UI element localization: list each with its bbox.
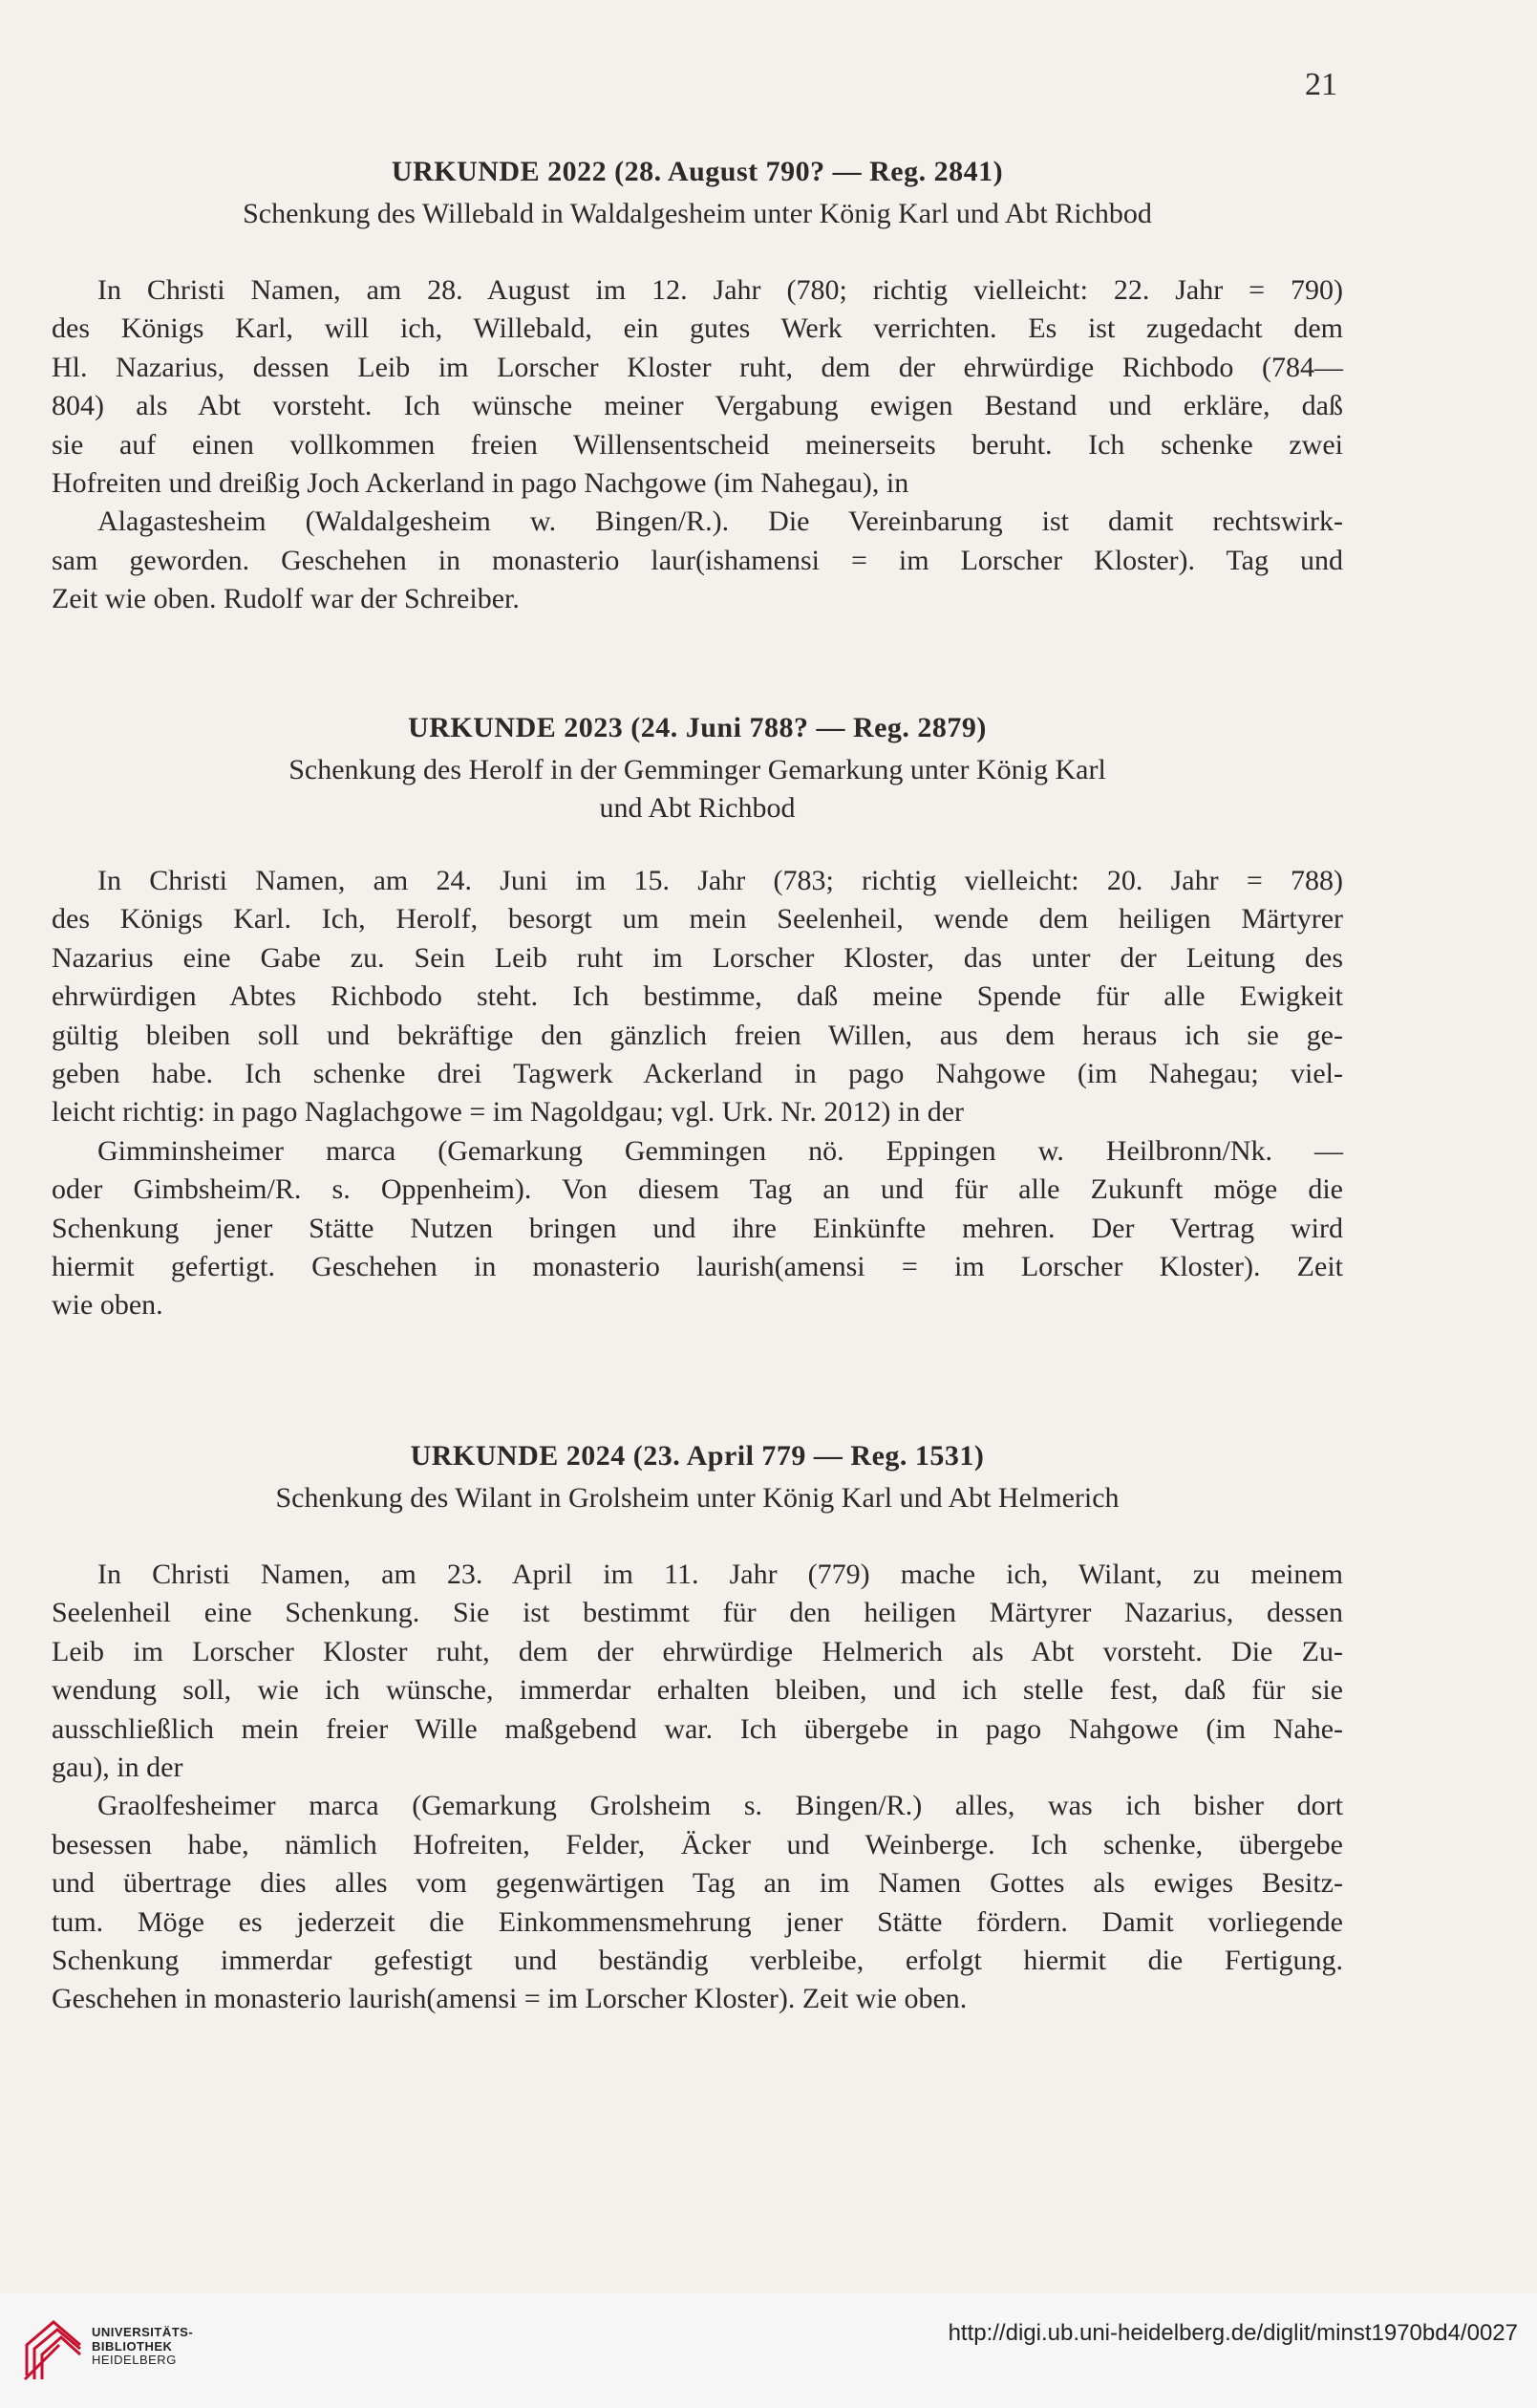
text-line: geben habe. Ich schenke drei Tagwerk Ackerland in pago Nahgowe (im Nahegau; viel- — [52, 1058, 1343, 1090]
text-line: Schenkung immerdar gefestigt und beständig verbleibe, erfolgt hiermit die Fertigung. — [52, 1945, 1343, 1977]
urkunde-title: URKUNDE 2022 (28. August 790? — Reg. 2841) — [391, 156, 1004, 187]
library-logo-icon — [21, 2316, 86, 2383]
text-line: des Königs Karl, will ich, Willebald, ein gutes Werk verrichten. Es ist zugedacht dem — [52, 312, 1343, 345]
paragraph — [52, 271, 1343, 503]
text-line: Seelenheil eine Schenkung. Sie ist bestimmt für den heiligen Märtyrer Nazarius, dessen — [52, 1597, 1343, 1629]
urkunde-title: URKUNDE 2023 (24. Juni 788? — Reg. 2879) — [408, 712, 987, 743]
text-line: sie auf einen vollkommen freien Willensentscheid meinerseits beruht. Ich schenke zwei — [52, 428, 1343, 461]
text-line: leicht richtig: in pago Naglachgowe = im Nagoldgau; vgl. Urk. Nr. 2012) in der — [52, 1096, 965, 1129]
text-line: sam geworden. Geschehen in monasterio laur(ishamensi = im Lorscher Kloster). Tag und — [52, 544, 1343, 576]
text-line: wendung soll, wie ich wünsche, immerdar erhalten bleiben, und ich stelle fest, daß für sie — [52, 1674, 1343, 1707]
text-line: In Christi Namen, am 24. Juni im 15. Jahr (783; richtig vielleicht: 20. Jahr = 788) — [97, 865, 1343, 896]
paragraph — [52, 862, 1343, 1132]
text-line: gau), in der — [52, 1752, 183, 1784]
urkunde-2024 — [52, 1437, 1343, 2019]
text-line: oder Gimbsheim/R. s. Oppenheim). Von diesem Tag an und für alle Zukunft möge die — [52, 1173, 1343, 1206]
text-line: In Christi Namen, am 28. August im 12. Jahr (780; richtig vielleicht: 22. Jahr = 790) — [97, 274, 1343, 306]
text-line: wie oben. — [52, 1289, 163, 1322]
text-line: Nazarius eine Gabe zu. Sein Leib ruht im Lorscher Kloster, das unter der Leitung des — [52, 941, 1343, 974]
text-line: Graolfesheimer marca (Gemarkung Grolsheim s. Bingen/R.) alles, was ich bisher dort — [97, 1790, 1343, 1822]
text-line: Alagastesheim (Waldalgesheim w. Bingen/R.). Die Vereinbarung ist damit rechtswirk- — [97, 505, 1343, 538]
text-line: gültig bleiben soll und bekräftige den gänzlich freien Willen, aus dem heraus ich sie ge- — [52, 1019, 1343, 1051]
text-line: besessen habe, nämlich Hofreiten, Felder, Äcker und Weinberge. Ich schenke, übergebe — [52, 1828, 1343, 1860]
library-name — [92, 2326, 193, 2368]
footer-bar — [0, 2293, 1537, 2408]
urkunde-2023 — [52, 709, 1343, 1325]
paragraph — [52, 1132, 1343, 1325]
library-name-line: BIBLIOTHEK — [92, 2338, 173, 2354]
paragraph — [52, 1556, 1343, 1787]
text-line: Leib im Lorscher Kloster ruht, dem der ehrwürdige Helmerich als Abt vorsteht. Die Zu- — [52, 1635, 1343, 1667]
source-url-link[interactable]: http://digi.ub.uni-heidelberg.de/diglit/minst1970bd4/0027 — [948, 2320, 1518, 2346]
paragraph — [52, 503, 1343, 618]
page-number: 21 — [1305, 67, 1337, 102]
text-line: des Königs Karl. Ich, Herolf, besorgt um mein Seelenheil, wende dem heiligen Märtyrer — [52, 903, 1343, 935]
urkunde-2022 — [52, 153, 1343, 619]
urkunde-subtitle: Schenkung des Willebald in Waldalgesheim unter König Karl und Abt Richbod — [243, 198, 1152, 229]
text-line: und übertrage dies alles vom gegenwärtigen Tag an im Namen Gottes als ewiges Besitz- — [52, 1867, 1343, 1900]
library-name-line: HEIDELBERG — [92, 2353, 177, 2367]
text-line: In Christi Namen, am 23. April im 11. Jahr (779) mache ich, Wilant, zu meinem — [97, 1559, 1343, 1590]
urkunde-subtitle: Schenkung des Herolf in der Gemminger Gemarkung unter König Karl — [288, 754, 1106, 785]
urkunde-subtitle: und Abt Richbod — [599, 792, 796, 824]
text-line: ausschließlich mein freier Wille maßgebend war. Ich übergebe in pago Nahgowe (im Nahe- — [52, 1712, 1343, 1745]
paragraph — [52, 1787, 1343, 2018]
urkunde-title: URKUNDE 2024 (23. April 779 — Reg. 1531) — [410, 1440, 985, 1472]
text-line: Hl. Nazarius, dessen Leib im Lorscher Kloster ruht, dem der ehrwürdige Richbodo (784— — [52, 351, 1343, 383]
library-name-line: UNIVERSITÄTS- — [92, 2325, 194, 2339]
text-line: Hofreiten und dreißig Joch Ackerland in pago Nachgowe (im Nahegau), in — [52, 467, 909, 500]
text-line: 804) als Abt vorsteht. Ich wünsche meiner Vergabung ewigen Bestand und erkläre, daß — [52, 390, 1343, 422]
text-line: ehrwürdigen Abtes Richbodo steht. Ich bestimme, daß meine Spende für alle Ewigkeit — [52, 980, 1343, 1013]
text-line: Gimminsheimer marca (Gemarkung Gemmingen nö. Eppingen w. Heilbronn/Nk. — — [97, 1134, 1343, 1167]
urkunde-subtitle: Schenkung des Wilant in Grolsheim unter König Karl und Abt Helmerich — [275, 1482, 1120, 1514]
text-line: hiermit gefertigt. Geschehen in monasterio laurish(amensi = im Lorscher Kloster). Zeit — [52, 1251, 1343, 1283]
text-line: Geschehen in monasterio laurish(amensi = im Lorscher Kloster). Zeit wie oben. — [52, 1983, 968, 2015]
text-line: Zeit wie oben. Rudolf war der Schreiber. — [52, 583, 520, 615]
text-line: Schenkung jener Stätte Nutzen bringen und ihre Einkünfte mehren. Der Vertrag wird — [52, 1212, 1343, 1244]
text-line: tum. Möge es jederzeit die Einkommensmehrung jener Stätte fördern. Damit vorliegende — [52, 1905, 1343, 1938]
